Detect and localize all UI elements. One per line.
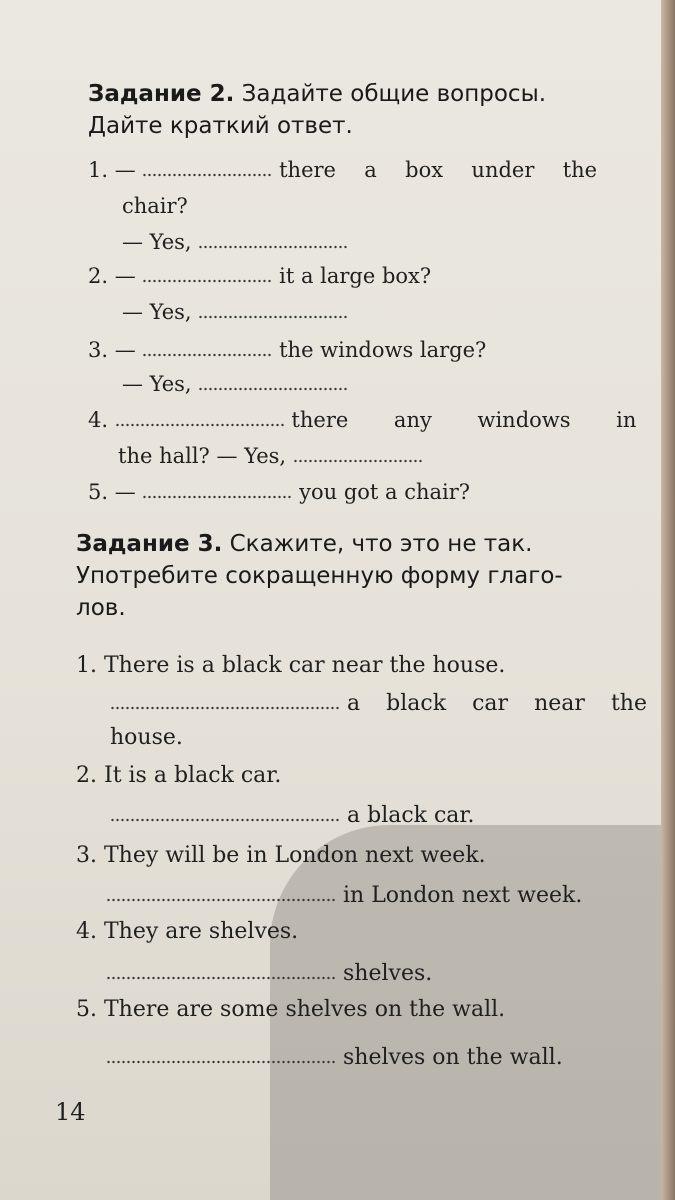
task3-answer-4: shelves. — [106, 956, 432, 992]
blank[interactable] — [142, 343, 272, 357]
blank[interactable] — [110, 808, 340, 822]
task2-item-4: 4. there any windows in — [88, 408, 637, 432]
blank[interactable] — [106, 888, 336, 902]
task3-item-4: 4. They are shelves. — [76, 919, 299, 944]
blank[interactable] — [142, 269, 272, 283]
task2-label: Задание 2. — [88, 81, 235, 107]
blank[interactable] — [115, 413, 285, 427]
task2-instruction-2: Дайте краткий ответ. — [88, 113, 353, 139]
task2-item-2: 2. — it a large box? — [88, 264, 432, 288]
blank[interactable] — [106, 1050, 336, 1064]
book-edge — [661, 0, 675, 1200]
task3-answer-2: a black car. — [110, 798, 475, 834]
task3-item-3: 3. They will be in London next week. — [76, 843, 486, 868]
task2-answer-3: — Yes, — [122, 366, 348, 402]
task2-item-3: 3. — the windows large? — [88, 338, 487, 362]
textbook-page: Задание 2. Задайте общие вопросы. Дайте краткий ответ. 1. — there a box under the chair? — Yes, 2. — it a large box? — Yes, 3. — the windows large? — Yes, 4. there any windows in the hall? — Yes, 5. — you got a chair? Задание 3. Скажите, что это не так. Употребите сокращенную форму глаго- лов. 1. There is a black car near the house. a black car near the house. 2. It is a black car. a black car. 3. They will be in London next week. in London next week. 4. They are shelves. shelves. 5. There are some shelves on the wall. shelves on the wall. 14 — [0, 0, 662, 1200]
blank[interactable] — [106, 966, 336, 980]
task3-label: Задание 3. — [76, 531, 223, 557]
task2-heading — [88, 78, 658, 142]
page-number: 14 — [55, 1098, 86, 1126]
task2-item-1: 1. — there a box under the — [88, 158, 598, 182]
blank[interactable] — [198, 305, 348, 319]
blank[interactable] — [142, 163, 272, 177]
task2-instruction: Задайте общие вопросы. — [241, 81, 547, 107]
blank[interactable] — [293, 449, 423, 463]
task3-instruction: Скажите, что это не так. — [229, 531, 533, 557]
task3-item-5: 5. There are some shelves on the wall. — [76, 997, 506, 1022]
blank[interactable] — [198, 235, 348, 249]
task2-answer-2: — Yes, — [122, 294, 348, 330]
task3-heading: Задание 3. Скажите, что это не так. Употребите сокращенную форму глаго- лов. — [76, 531, 563, 621]
task2-answer-1: — Yes, — [122, 224, 348, 260]
task2-answer-4: the hall? — Yes, — [118, 438, 423, 474]
blank[interactable] — [142, 485, 292, 499]
task3-item-1: 1. There is a black car near the house. — [76, 653, 506, 678]
task2-item-5: 5. — you got a chair? — [88, 480, 471, 504]
task3-item-2: 2. It is a black car. — [76, 763, 282, 788]
task3-answer-5: shelves on the wall. — [106, 1040, 563, 1076]
blank[interactable] — [198, 377, 348, 391]
task3-answer-1: a black car near the — [110, 686, 647, 722]
task3-answer-3: in London next week. — [106, 878, 582, 914]
blank[interactable] — [110, 696, 340, 710]
